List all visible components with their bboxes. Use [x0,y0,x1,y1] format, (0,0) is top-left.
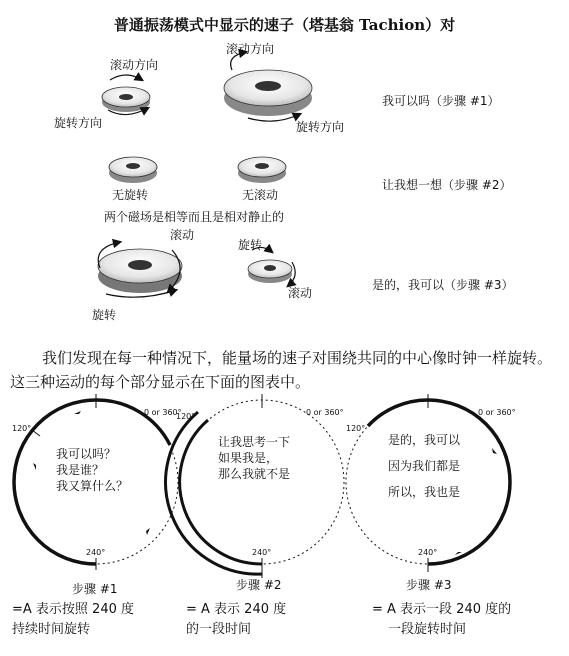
degree-label-120: 120° [346,424,366,433]
note-line: = A 表示一段 240 度的 [372,602,512,617]
degree-label-0: 0 or 360° [478,408,516,417]
toroid-disc-icon [102,87,150,112]
scroll-direction-label: 滚动方向 [226,42,275,56]
degree-label-240: 240° [252,548,272,557]
degree-label-120: 120° [176,412,196,421]
circle-text-line: 所以，我也是 [388,485,461,499]
rotate-direction-label: 旋转方向 [54,116,103,130]
toroid-disc-icon [98,249,182,293]
toroid-disc-icon [238,157,286,183]
scroll-direction-label: 滚动方向 [110,58,159,72]
no-rotation-label: 无旋转 [112,188,149,202]
toroid-disc-icon [248,260,292,283]
rotate-label: 旋转 [92,308,117,322]
note-line: = A 表示 240 度 [186,602,287,617]
rotate-label: 旋转 [238,238,263,252]
step-text-1: 我可以吗（步骤 #1） [382,94,500,108]
circle-text-line: 如果我是， [218,451,279,465]
degree-label-120: 120° [12,424,32,433]
step-label-1: 步骤 #1 [72,582,118,596]
degree-label-0: 0 or 360° [144,408,182,417]
explanation-paragraph: 我们发现在每一种情况下，能量场的速子对围绕共同的中心像时钟一样旋转。这三种运动的每个部分显示在下面的图表中。 [10,349,553,391]
toroid-disc-icon [109,157,157,183]
degree-label-0: 0 or 360° [306,408,344,417]
step-label-3: 步骤 #3 [406,578,452,592]
degree-label-240: 240° [418,548,438,557]
circle-text-line: 我是谁？ [56,463,105,477]
toroid-disc-icon [224,70,312,116]
note-line: 一段旋转时间 [388,622,467,637]
circle-text-line: 让我思考一下 [218,435,291,449]
note-line: 的一段时间 [186,622,252,637]
page-title: 普通振荡模式中显示的速子（塔基翁 Tachion）对 [113,16,456,34]
note-line: 持续时间旋转 [12,622,91,637]
step-label-2: 步骤 #2 [236,578,282,592]
step-text-3: 是的，我可以（步骤 #3） [372,278,514,292]
note-line: =A 表示按照 240 度 [12,602,134,617]
circle-text-line: 是的，我可以 [388,433,461,447]
scroll-label: 滚动 [288,286,313,300]
circle-text-line: 那么我就不是 [218,467,291,481]
circle-text-line: 我又算什么？ [56,479,129,493]
circle-text-line: 我可以吗？ [56,447,117,461]
circle-text-line: 因为我们都是 [388,459,461,473]
scroll-label: 滚动 [170,228,195,242]
curved-arrow-icon [110,75,142,80]
degree-label-240: 240° [86,548,106,557]
rotate-direction-label: 旋转方向 [296,120,345,134]
row3-caption: 两个磁场是相等而且是相对静止的 [104,210,285,224]
no-scroll-label: 无滚动 [242,188,279,202]
cycle-circle-3 [346,394,510,572]
step-text-2: 让我想一想（步骤 #2） [382,178,512,192]
